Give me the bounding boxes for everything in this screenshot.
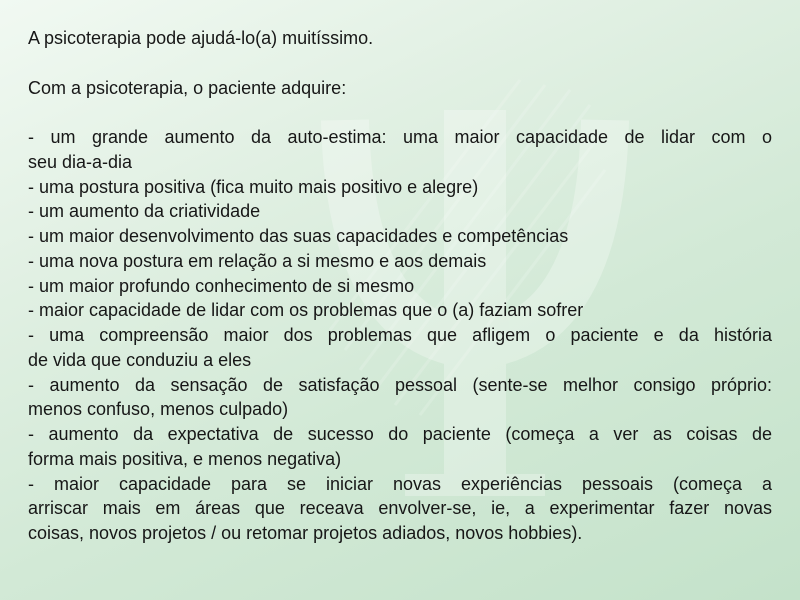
list-line: menos confuso, menos culpado)	[28, 399, 289, 420]
list-line: - maior capacidade de lidar com os problemas que o (a) faziam sofrer	[28, 300, 584, 321]
list-line: arriscar mais em áreas que receava envolver-se, ie, a experimentar fazer novas	[28, 498, 772, 519]
list-line: - um aumento da criatividade	[28, 201, 261, 222]
list-item	[28, 125, 772, 175]
list-item	[28, 298, 772, 323]
slide-text	[28, 26, 772, 546]
list-item	[28, 199, 772, 224]
list-line: - uma nova postura em relação a si mesmo e aos demais	[28, 250, 487, 271]
list-item	[28, 274, 772, 299]
list-line: - uma postura positiva (fica muito mais positivo e alegre)	[28, 176, 479, 197]
list-line: - aumento da sensação de satisfação pessoal (sente-se melhor consigo próprio:	[28, 374, 772, 395]
list-line: seu dia-a-dia	[28, 151, 133, 172]
list-line: de vida que conduziu a eles	[28, 349, 252, 370]
intro-text: A psicoterapia pode ajudá-lo(a) muitíssimo.	[28, 28, 374, 48]
list-line: forma mais positiva, e menos negativa)	[28, 448, 342, 469]
list-item	[28, 323, 772, 373]
list-item	[28, 249, 772, 274]
benefits-list	[28, 125, 772, 546]
lead-text: Com a psicoterapia, o paciente adquire:	[28, 77, 347, 98]
list-line: - um maior profundo conhecimento de si mesmo	[28, 275, 415, 296]
list-item	[28, 175, 772, 200]
list-line: - aumento da expectativa de sucesso do paciente (começa a ver as coisas de	[28, 424, 772, 444]
list-line: - uma compreensão maior dos problemas que afligem o paciente e da história	[28, 325, 772, 345]
list-item	[28, 224, 772, 249]
list-item	[28, 373, 772, 423]
list-line: - um grande aumento da auto-estima: uma maior capacidade de lidar com o	[28, 127, 772, 147]
list-line: - maior capacidade para se iniciar novas experiências pessoais (começa a	[28, 473, 772, 494]
list-line: - um maior desenvolvimento das suas capacidades e competências	[28, 226, 569, 246]
list-item	[28, 422, 772, 472]
list-line: coisas, novos projetos / ou retomar projetos adiados, novos hobbies).	[28, 523, 583, 543]
list-item	[28, 472, 772, 546]
